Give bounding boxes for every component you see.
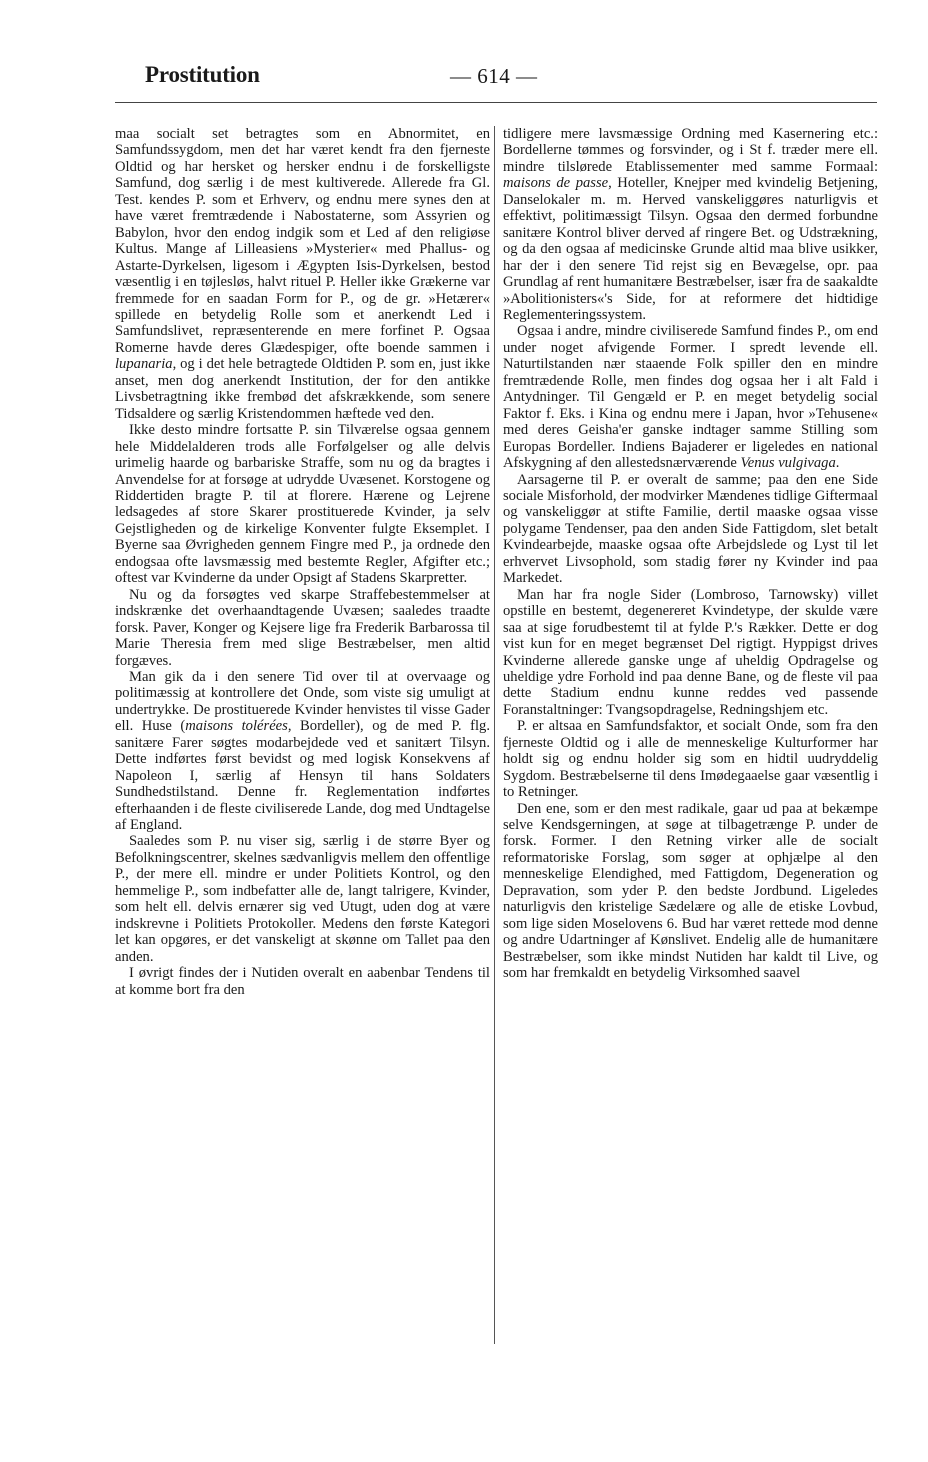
page-title: Prostitution <box>145 62 260 87</box>
paragraph: Nu og da forsøgtes ved skarpe Straffebestemmelser at indskrænke det overhaandtagende Uvæsen; saaledes traadte forsk. Paver, Konger og Kejsere lige fra Frederik Barbarossa til Marie Theresia frem med slige Bestræbelser, men altid forgæves. <box>115 586 490 669</box>
right-column <box>503 126 878 982</box>
paragraph: Man har fra nogle Sider (Lombroso, Tarnowsky) villet opstille en bestemt, degenereret Kvindetype, der skulde være saa at sige forudbestemt til at fylde P.'s Rækker. Dette er dog vist kun for en meget begrænset Del rigtigt. Hyppigst drives Kvinderne allerede ganske unge af uheldig Opdragelse og uheldige ydre Forhold ind paa denne Bane, og de fleste vil paa dette Stadium endnu kunne reddes ved passende Foranstaltninger: Tvangsopdragelse, Redningshjem etc. <box>503 586 878 718</box>
paragraph: Ikke desto mindre fortsatte P. sin Tilværelse ogsaa gennem hele Middelalderen trods alle Forfølgelser og alle delvis urimelig haarde og barbariske Straffe, som nu og da bragtes i Anvendelse for at forsøge at udrydde Uvæsenet. Korstogene og Riddertiden bragte P. til at florere. Hærene og Lejrene ledsagedes af store Skarer prostituerede Kvinder, ja selv Gejstligheden og de kirkelige Konventer fulgte Eksemplet. I Byerne saa Øvrigheden gennem Fingre med P., ja ordnede den endogsaa ofte lavsmæssig med bestemte Regler, Afgifter etc.; oftest var Kvinderne da under Opsigt af Stadens Skarpretter. <box>115 422 490 587</box>
column-divider <box>494 126 495 1344</box>
paragraph: maa socialt set betragtes som en Abnormitet, en Samfundssygdom, men det har været kendt fra den fjerneste Oldtid og har hersket og hersker endnu i de forskelligste Samfund, dog særlig i de mest kultiverede. Allerede fra Gl. Test. kendes P. som et Erhverv, og endnu mere synes den at have været fremtrædende i Nabostaterne, som Assyrien og Babylon, hvor den endog indgik som et Led af den religiøse Kultus. Mange af Lilleasiens »Mysterier« med Phallus- og Astarte-Dyrkelsen, ligesom i Ægypten Isis-Dyrkelsen, bestod væsentlig i en tøjlesløs, halvt rituel P. Heller ikke Grækerne var fremmede for en saadan Form for P., og de gr. »Hetærer« spillede en betydelig Rolle som et anerkendt Led i Samfundslivet, repræsenterende en mere forfinet P. Ogsaa Romerne havde deres Glædespiger, ofte boende sammen i lupanaria, og i det hele betragtede Oldtiden P. som en, just ikke anset, men dog anerkendt Institution, der for den antikke Livsbetragtning ikke frembød det afskrækkende, som senere Tidsaldere og særlig Kristendommen hæftede ved den. <box>115 126 490 422</box>
paragraph: tidligere mere lavsmæssige Ordning med Kasernering etc.: Bordellerne tømmes og forsvinder, og i St f. træder mere ell. mindre tilslørede Etablissementer med samme Formaal: maisons de passe, Hoteller, Knejper med kvindelig Betjening, Danselokaler m. m. Herved vanskeliggøres naturligvis et effektivt, politimæssigt Tilsyn. Ogsaa den dermed forbundne sanitære Kontrol bliver derved af ringere Bet. og Udstrækning, og da den ogsaa af medicinske Grunde altid maa blive usikker, har der i den senere Tid rejst sig en Bevægelse, opr. paa Grundlag af rent humanitære Bestræbelser, især fra de saakaldte »Abolitionisters«'s Side, for at reformere det hidtidige Reglementeringssystem. <box>503 126 878 323</box>
paragraph: P. er altsaa en Samfundsfaktor, et socialt Onde, som fra den fjerneste Oldtid og i alle de menneskelige Kulturformer har holdt sig og endnu holder sig som en hidtil uudryddelig Sygdom. Bestræbelserne til dens Imødegaaelse gaar væsentlig i to Retninger. <box>503 718 878 801</box>
paragraph: Den ene, som er den mest radikale, gaar ud paa at bekæmpe selve Kendsgerningen, at søge at tilbagetrænge P. under de forsk. Former. I den Retning virker alle de socialt reformatoriske Forslag, som søger at ophjælpe al den menneskelige Elendighed, med Fattigdom, Degeneration og Depravation, som yder P. den bedste Jordbund. Ligeledes naturligvis den kristelige Sædelære og alle de etiske Lovbud, som lige siden Moselovens 6. Bud har været rettede mod denne og andre Udartninger af Kønslivet. Endelig alle de humanitære Bestræbelser, som ikke mindst Nutiden har kaldt til Live, og som har fremkaldt en betydelig Virksomhed saavel <box>503 800 878 982</box>
left-column <box>115 126 490 998</box>
paragraph: Ogsaa i andre, mindre civiliserede Samfund findes P., om end under noget afvigende Former. I spredt levende ell. Naturtilstanden nær staaende Folk spiller den en mindre fremtrædende Rolle, men findes dog ogsaa her i alt Fald i Antydninger. Til Gengæld er P. en meget betydelig social Faktor f. Eks. i Kina og endnu mere i Japan, hvor »Tehusene« med deres Geisha'er ganske indtager samme Stilling som Europas Bordeller. Indiens Bajaderer er ligeledes en national Afskygning af den allestedsnærværende Venus vulgivaga. <box>503 323 878 472</box>
page-header <box>145 62 875 98</box>
paragraph: Saaledes som P. nu viser sig, særlig i de større Byer og Befolkningscentrer, skelnes sædvanligvis mellem den offentlige P., der mere ell. mindre er under Politiets Kontrol, og den hemmelige P., som indbefatter alle de, langt talrigere, Kvinder, som helt ell. delvis ernærer sig ved Utugt, uden dog at være indskrevne i Politiets Protokoller. Medens den første Kategori let kan opgøres, er det vanskeligt at skønne om Tallet paa den anden. <box>115 833 490 965</box>
paragraph: I øvrigt findes der i Nutiden overalt en aabenbar Tendens til at komme bort fra den <box>115 965 490 998</box>
paragraph: Aarsagerne til P. er overalt de samme; paa den ene Side sociale Misforhold, der modvirker Mændenes tidlige Giftermaal og vanskeliggør at stifte Familie, dertil maaske ogsaa visse polygame Tendenser, paa den anden Side Fattigdom, slet betalt Kvindearbejde, maaske ogsaa ofte Arbejdslede og Lyst til let erhvervet Livsophold, som stadig fører ny Kvinder ind paa Markedet. <box>503 471 878 587</box>
header-rule <box>115 102 877 103</box>
paragraph: Man gik da i den senere Tid over til at overvaage og politimæssig at kontrollere det Onde, som viste sig umuligt at undertrykke. De prostituerede Kvinder henvistes til visse Gader ell. Huse (maisons tolérées, Bordeller), og de med P. flg. sanitære Farer søgtes modarbejdede ved et sanitært Tilsyn. Dette indførtes først bevidst og med logisk Konsekvens af Napoleon I, særlig af Hensyn til hans Soldaters Sundhedstilstand. Denne fr. Reglementation indførtes efterhaanden i de fleste civiliserede Lande, dog med Undtagelse af England. <box>115 668 490 834</box>
page-number: — 614 — <box>450 64 538 88</box>
